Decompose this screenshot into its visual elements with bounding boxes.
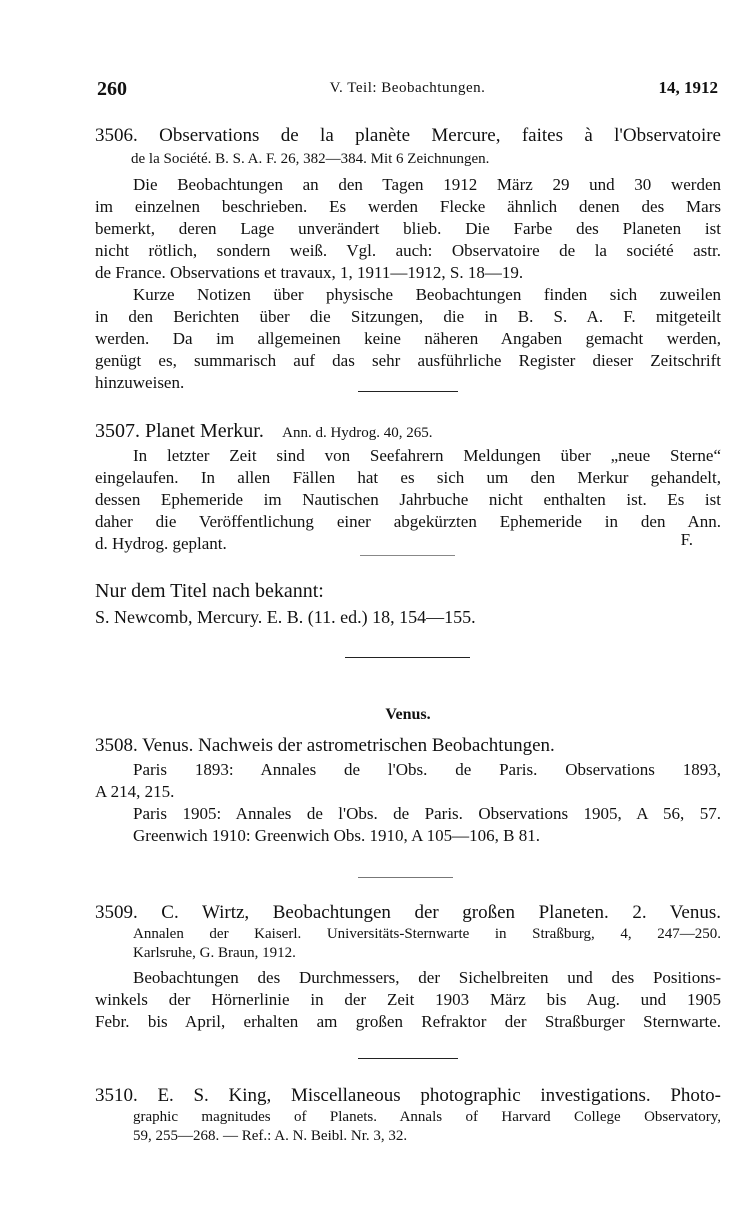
text-line: daher die Veröffentlichung einer abgekürzten Ephemeride in den Ann.	[95, 512, 721, 531]
entry-3507	[95, 419, 721, 555]
entry-3508	[95, 733, 721, 847]
text-line: werden. Da im allgemeinen keine näheren Angaben gemacht werden,	[95, 329, 721, 348]
entry-reference: de la Société. B. S. A. F. 26, 382—384. Mit 6 Zeichnungen.	[131, 151, 490, 167]
section-title: V. Teil: Beobachtungen.	[329, 80, 486, 96]
text-line: Kurze Notizen über physische Beobachtungen finden sich zuweilen	[133, 285, 721, 304]
text-line: winkels der Hörnerlinie in der Zeit 1903 März bis Aug. und 1905	[95, 990, 721, 1009]
text-line: im einzelnen beschrieben. Es werden Flecke ähnlich denen des Mars	[95, 197, 721, 216]
text-line: Febr. bis April, erhalten am großen Refraktor der Straßburger Sternwarte.	[95, 1012, 721, 1031]
section-heading: Nur dem Titel nach bekannt:	[95, 580, 324, 602]
separator-rule	[360, 555, 455, 556]
text-line: bemerkt, deren Lage unverändert blieb. Die Farbe des Planeten ist	[95, 219, 721, 238]
text-line: In letzter Zeit sind von Seefahrern Meldungen über „neue Sterne“	[133, 446, 721, 465]
text-line: in den Berichten über die Sitzungen, die in B. S. A. F. mitgeteilt	[95, 307, 721, 326]
text-line: Paris 1893: Annales de l'Obs. de Paris. Observations 1893,	[133, 760, 721, 779]
page-number: 260	[97, 78, 127, 100]
entry-3509	[95, 901, 721, 1033]
text-line: eingelaufen. In allen Fällen hat es sich um den Merkur gehandelt,	[95, 468, 721, 487]
volume-year: 14, 1912	[658, 78, 718, 97]
text-line: genügt es, summarisch auf das sehr ausführliche Register dieser Zeitschrift	[95, 351, 721, 370]
text-line: dessen Ephemeride im Nautischen Jahrbuche nicht enthalten ist. Es ist	[95, 490, 721, 509]
section-rule	[345, 657, 470, 658]
entry-3506	[95, 124, 721, 394]
text-line: Beobachtungen des Durchmessers, der Sichelbreiten und des Positions-	[133, 968, 721, 987]
text-line: nicht rötlich, sondern weiß. Vgl. auch: Observatoire de la société astr.	[95, 241, 721, 260]
entry-reference: 59, 255—268. — Ref.: A. N. Beibl. Nr. 3, 32.	[133, 1128, 408, 1144]
bibliography-entry: S. Newcomb, Mercury. E. B. (11. ed.) 18, 154—155.	[95, 607, 476, 627]
entry-title: 3508. Venus. Nachweis der astrometrischen Beobachtungen.	[95, 735, 555, 756]
separator-rule	[358, 391, 458, 392]
entry-title: 3509. C. Wirtz, Beobachtungen der großen Planeten. 2. Venus.	[95, 902, 721, 923]
entry-title-line	[95, 419, 721, 445]
entry-title: 3510. E. S. King, Miscellaneous photographic investigations. Photo-	[95, 1085, 721, 1106]
paragraph	[95, 967, 721, 1033]
text-line: Greenwich 1910: Greenwich Obs. 1910, A 105—106, B 81.	[133, 826, 541, 845]
entry-3510	[95, 1084, 721, 1146]
separator-rule	[358, 1058, 458, 1059]
separator-rule	[358, 877, 453, 878]
entry-reference: Karlsruhe, G. Braun, 1912.	[133, 945, 296, 961]
text-line: Die Beobachtungen an den Tagen 1912 März 29 und 30 werden	[133, 175, 721, 194]
text-line: de France. Observations et travaux, 1, 1911—1912, S. 18—19.	[95, 263, 524, 282]
paragraph	[95, 174, 721, 284]
titles-only-section	[95, 578, 721, 630]
text-line: hinzuweisen.	[95, 373, 185, 392]
venus-heading: Venus.	[385, 706, 431, 723]
entry-title: 3506. Observations de la planète Mercure, faites à l'Observatoire	[95, 125, 721, 146]
text-line: A 214, 215.	[95, 782, 175, 801]
running-header	[97, 78, 718, 102]
text-line-content: d. Hydrog. geplant.	[95, 534, 227, 553]
text-line	[95, 530, 721, 555]
entry-reference: graphic magnitudes of Planets. Annals of Harvard College Observatory,	[133, 1109, 721, 1125]
entry-reference: Annalen der Kaiserl. Universitäts-Sternwarte in Straßburg, 4, 247—250.	[133, 926, 721, 942]
author-signature: F.	[680, 530, 693, 549]
entry-title: 3507. Planet Merkur.	[95, 420, 264, 442]
text-line: Paris 1905: Annales de l'Obs. de Paris. Observations 1905, A 56, 57.	[133, 804, 721, 823]
entry-reference: Ann. d. Hydrog. 40, 265.	[282, 425, 433, 441]
paragraph	[95, 284, 721, 394]
